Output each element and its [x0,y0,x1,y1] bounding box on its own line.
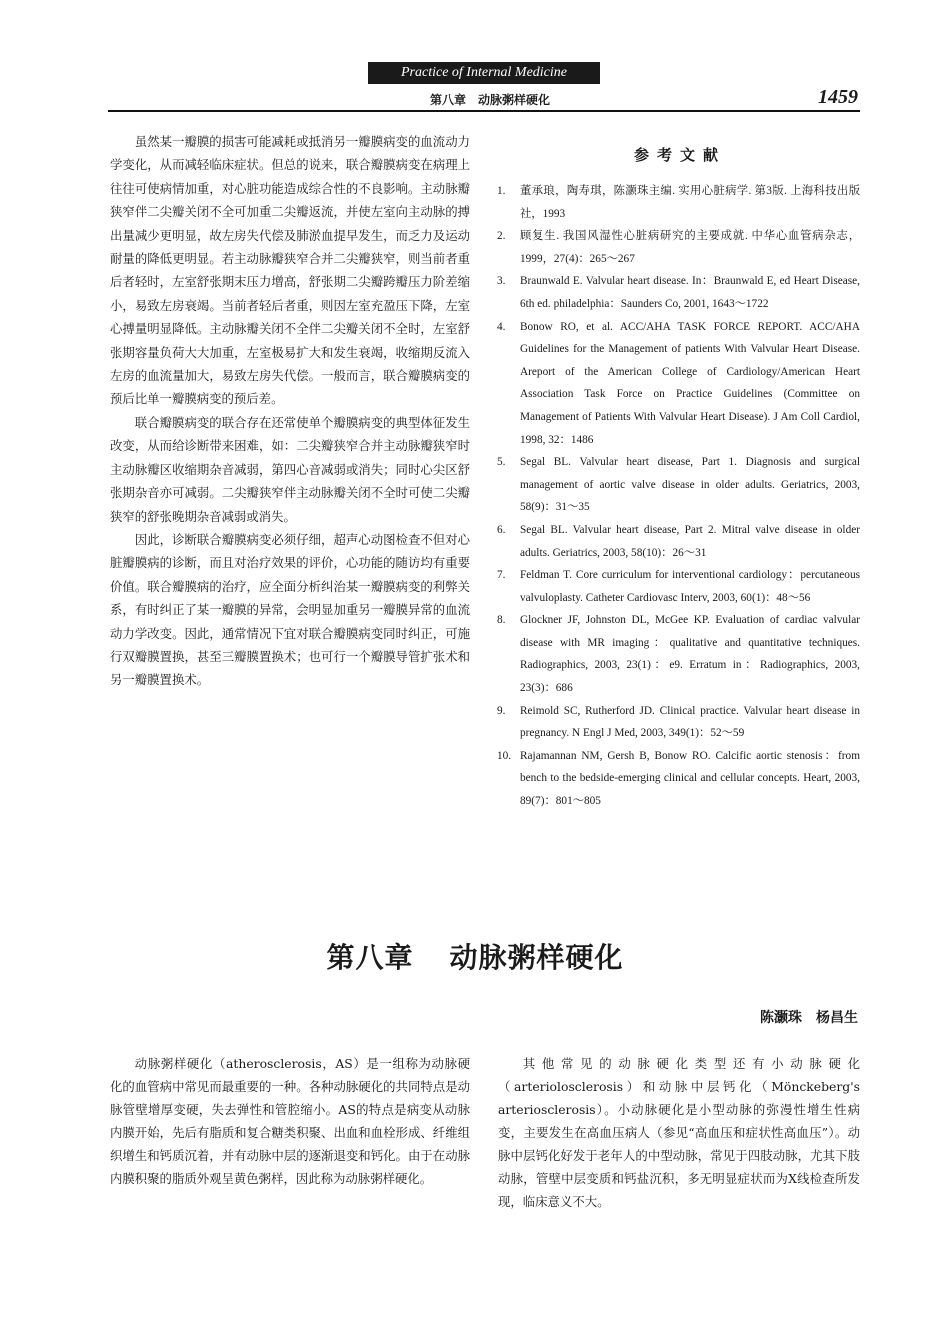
references-list [497,180,860,813]
paragraph: 动脉粥样硬化（atherosclerosis，AS）是一组称为动脉硬化的血管病中常见而最重要的一种。各种动脉硬化的共同特点是动脉管壁增厚变硬，失去弹性和管腔缩小。AS的特点是病变从动脉内膜开始，先后有脂质和复合糖类积聚、出血和血栓形成、纤维组织增生和钙质沉着，并有动脉中层的逐渐退变和钙化。由于在动脉内膜积聚的脂质外观呈黄色粥样，因此称为动脉粥样硬化。 [110,1056,470,1186]
reference-number: 9. [497,704,506,717]
reference-text: Segal BL. Valvular heart disease, Part 1. Diagnosis and surgical management of aortic valve disease in older adults. Geriatrics, 2003, 58(9)：31～35 [520,456,860,514]
reference-item [497,225,860,270]
reference-number: 2. [497,230,506,243]
reference-text: Glockner JF, Johnston DL, McGee KP. Evaluation of cardiac valvular disease with MR imaging：qualitative and quantitative techniques. Radiographics, 2003, 23(1)：e9. Erratum in：Radiographics, 2003, 23(3)：686 [520,614,860,695]
reference-item [497,745,860,813]
page-number: 1459 [818,86,858,108]
reference-item [497,519,860,564]
chapter-title [200,936,750,976]
chapter-name: 动脉粥样硬化 [449,941,624,974]
reference-text: Rajamannan NM, Gersh B, Bonow RO. Calcific aortic stenosis：from bench to the bedside-emerging clinical and cellular concepts. Heart, 2003, 89(7)：801～805 [520,749,860,808]
reference-number: 6. [497,523,506,536]
reference-item [497,180,860,225]
reference-text: 顾复生. 我国风湿性心脏病研究的主要成就. 中华心血管病杂志，1999，27(4)：265～267 [520,230,860,265]
authors [760,1007,858,1027]
author-name: 杨昌生 [816,1010,858,1026]
reference-text: Braunwald E. Valvular heart disease. In：Braunwald E, ed Heart Disease, 6th ed. philadelphia：Saunders Co, 2001, 1643～1722 [520,275,860,310]
reference-number: 10. [497,749,512,762]
reference-item [497,451,860,519]
reference-item [497,700,860,745]
author-name: 陈灏珠 [760,1010,802,1026]
bottom-left-text [110,1052,470,1190]
reference-item [497,609,860,699]
paragraph: 联合瓣膜病变的联合存在还常使单个瓣膜病变的典型体征发生改变，从而给诊断带来困难，如：二尖瓣狭窄合并主动脉瓣狭窄时主动脉瓣区收缩期杂音减弱，第四心音减弱或消失；同时心尖区舒张期杂音亦可减弱。二尖瓣狭窄伴主动脉瓣关闭不全时可使二尖瓣狭窄的舒张晚期杂音减弱或消失。 [110,414,470,524]
bottom-right-text [498,1052,860,1213]
reference-number: 8. [497,614,506,627]
reference-number: 5. [497,456,506,469]
reference-text: Bonow RO, et al. ACC/AHA TASK FORCE REPORT. ACC/AHA Guidelines for the Management of patients With Valvular Heart Disease. Areport of the American College of Cardiology/American Heart Association Task Force on Practice Guidelines (Committee on Management of Patients With Valvular Heart Disease). J Am Coll Cardiol, 1998, 32：1486 [520,320,860,446]
reference-text: Reimold SC, Rutherford JD. Clinical practice. Valvular heart disease in pregnancy. N Engl J Med, 2003, 349(1)：52～59 [520,704,860,740]
reference-number: 1. [497,185,506,197]
reference-number: 7. [497,569,506,582]
reference-number: 3. [497,275,506,288]
reference-item [497,564,860,609]
paragraph: 虽然某一瓣膜的损害可能减耗或抵消另一瓣膜病变的血流动力学变化，从而减轻临床症状。但总的说来，联合瓣膜病变在病理上往往可使病情加重，对心脏功能造成综合性的不良影响。主动脉瓣狭窄伴二尖瓣关闭不全可加重二尖瓣返流，并使左室向主动脉的搏出量减少更明显，故左房失代偿及肺淤血提早发生，而乏力及运动耐量的降低更明显。若主动脉瓣狭窄合并二尖瓣狭窄，则当前者重后者轻时，左室舒张期末压力增高，舒张期二尖瓣跨瓣压力阶差缩小，易致左房衰竭。当前者轻后者重，则因左室充盈压下降，左室心搏量明显降低。主动脉瓣关闭不全伴二尖瓣关闭不全时，左室舒张期容量负荷大大加重，左室极易扩大和发生衰竭，收缩期反流入左房的血流量加大，易致左房失代偿。一般而言，联合瓣膜病变的预后比单一瓣膜病变的预后差。 [110,134,470,407]
reference-text: Feldman T. Core curriculum for interventional cardiology：percutaneous valvuloplasty. Catheter Cardiovasc Interv, 2003, 60(1)：48～56 [520,569,860,604]
left-column-text [110,130,470,692]
journal-title: Practice of Internal Medicine [401,65,567,80]
reference-item [497,316,860,452]
reference-item [497,270,860,315]
journal-banner [368,62,600,84]
paragraph: 因此，诊断联合瓣膜病变必须仔细，超声心动图检查不但对心脏瓣膜病的诊断，而且对治疗效果的评价，心功能的随访均有重要价值。联合瓣膜病的治疗，应全面分析纠治某一瓣膜病变的利弊关系，有时纠正了某一瓣膜的异常，会明显加重另一瓣膜异常的血流动力学改变。因此，通常情况下宜对联合瓣膜病变同时纠正，可施行双瓣膜置换，甚至三瓣膜置换术；也可行一个瓣膜导管扩张术和另一瓣膜置换术。 [110,531,470,688]
paragraph: 其他常见的动脉硬化类型还有小动脉硬化（arteriolosclerosis）和动脉中层钙化（Mönckeberg's arteriosclerosis）。小动脉硬化是小型动脉的弥漫性增生性病变，主要发生在高血压病人（参见“高血压和症状性高血压”）。动脉中层钙化好发于老年人的中型动脉，常见于四肢动脉，尤其下肢动脉，管壁中层变质和钙盐沉积，多无明显症状而为X线检查所发现，临床意义不大。 [498,1056,860,1209]
reference-text: Segal BL. Valvular heart disease, Part 2. Mitral valve disease in older adults. Geriatrics, 2003, 58(10)：26～31 [520,523,860,559]
running-header-chapter: 第八章 动脉粥样硬化 [429,93,550,107]
references-heading: 参考文献 [633,146,726,164]
header-rule [108,110,860,112]
reference-text: 董承琅，陶寿琪，陈灏珠主编. 实用心脏病学. 第3版. 上海科技出版社，1993 [520,185,860,220]
reference-number: 4. [497,320,506,333]
chapter-number: 第八章 [326,941,414,974]
